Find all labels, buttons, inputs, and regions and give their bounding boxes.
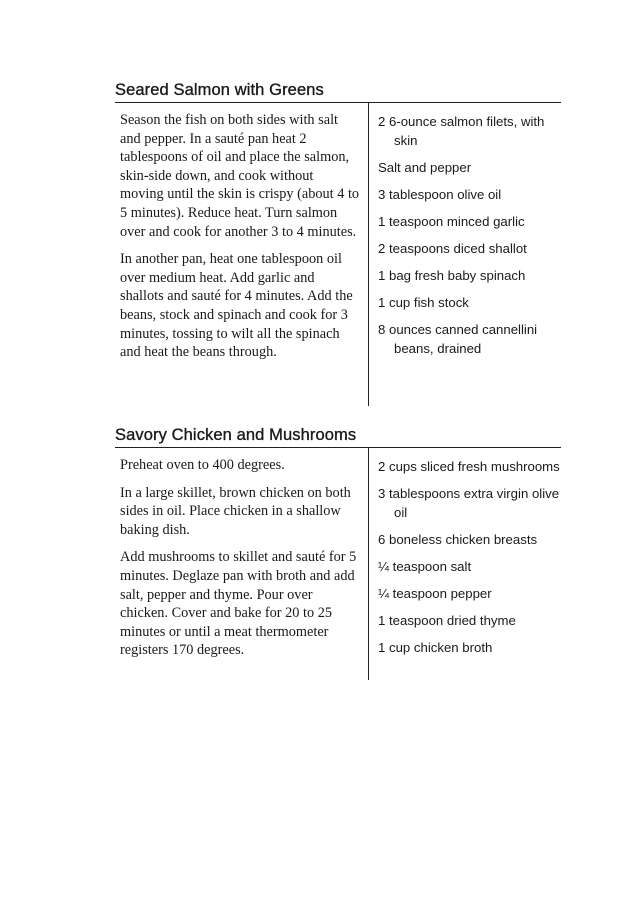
ingredient-item: Salt and pepper [378, 160, 472, 175]
instruction-paragraph: Season the fish on both sides with salt and pepper. In a sauté pan heat 2 tablespoons of oil and place the salmon, skin-side down, and cook without moving until the skin is crispy (about 4 to 5 minutes). Reduce heat. Turn salmon over and cook for another 3 to 4 minutes. [120, 112, 360, 240]
ingredient-item: 3 tablespoons extra virgin olive oil [378, 486, 560, 520]
ingredient-item: 3 tablespoon olive oil [378, 187, 502, 202]
ingredient-item: 6 boneless chicken breasts [378, 532, 538, 547]
ingredient-item: ¼ teaspoon salt [378, 559, 472, 574]
recipe-savory-chicken [115, 423, 561, 680]
ingredient-item: 1 cup fish stock [378, 295, 469, 310]
recipe-title: Savory Chicken and Mushrooms [115, 426, 357, 444]
instructions-column [115, 103, 369, 406]
ingredient-item: 2 teaspoons diced shallot [378, 241, 527, 256]
ingredients-list [369, 448, 561, 680]
ingredient-item: 1 teaspoon minced garlic [378, 214, 525, 229]
recipe-columns [115, 448, 561, 680]
instruction-paragraph: Preheat oven to 400 degrees. [120, 457, 285, 473]
ingredient-item: 1 cup chicken broth [378, 640, 493, 655]
ingredient-item: ¼ teaspoon pepper [378, 586, 492, 601]
recipe-columns [115, 103, 561, 406]
recipe-seared-salmon [115, 78, 561, 406]
instruction-paragraph: In another pan, heat one tablespoon oil over medium heat. Add garlic and shallots and sauté for 4 minutes. Add the beans, stock and spinach and cook for 3 minutes, tossing to wilt all the spinach and heat the beans through. [120, 251, 353, 361]
ingredient-item: 8 ounces canned cannellini beans, drained [378, 322, 538, 356]
recipe-title: Seared Salmon with Greens [115, 81, 324, 99]
instructions-column [115, 448, 369, 680]
ingredients-list [369, 103, 561, 406]
instruction-paragraph: In a large skillet, brown chicken on both sides in oil. Place chicken in a shallow baking dish. [120, 484, 351, 538]
ingredient-item: 1 bag fresh baby spinach [378, 268, 526, 283]
ingredient-item: 2 6-ounce salmon filets, with skin [378, 114, 545, 148]
instruction-paragraph: Add mushrooms to skillet and sauté for 5 minutes. Deglaze pan with broth and add salt, pepper and thyme. Pour over chicken. Cover and bake for 20 to 25 minutes or until a meat thermometer registers 170 degrees. [120, 549, 357, 659]
ingredient-item: 2 cups sliced fresh mushrooms [378, 459, 560, 474]
ingredient-item: 1 teaspoon dried thyme [378, 613, 516, 628]
